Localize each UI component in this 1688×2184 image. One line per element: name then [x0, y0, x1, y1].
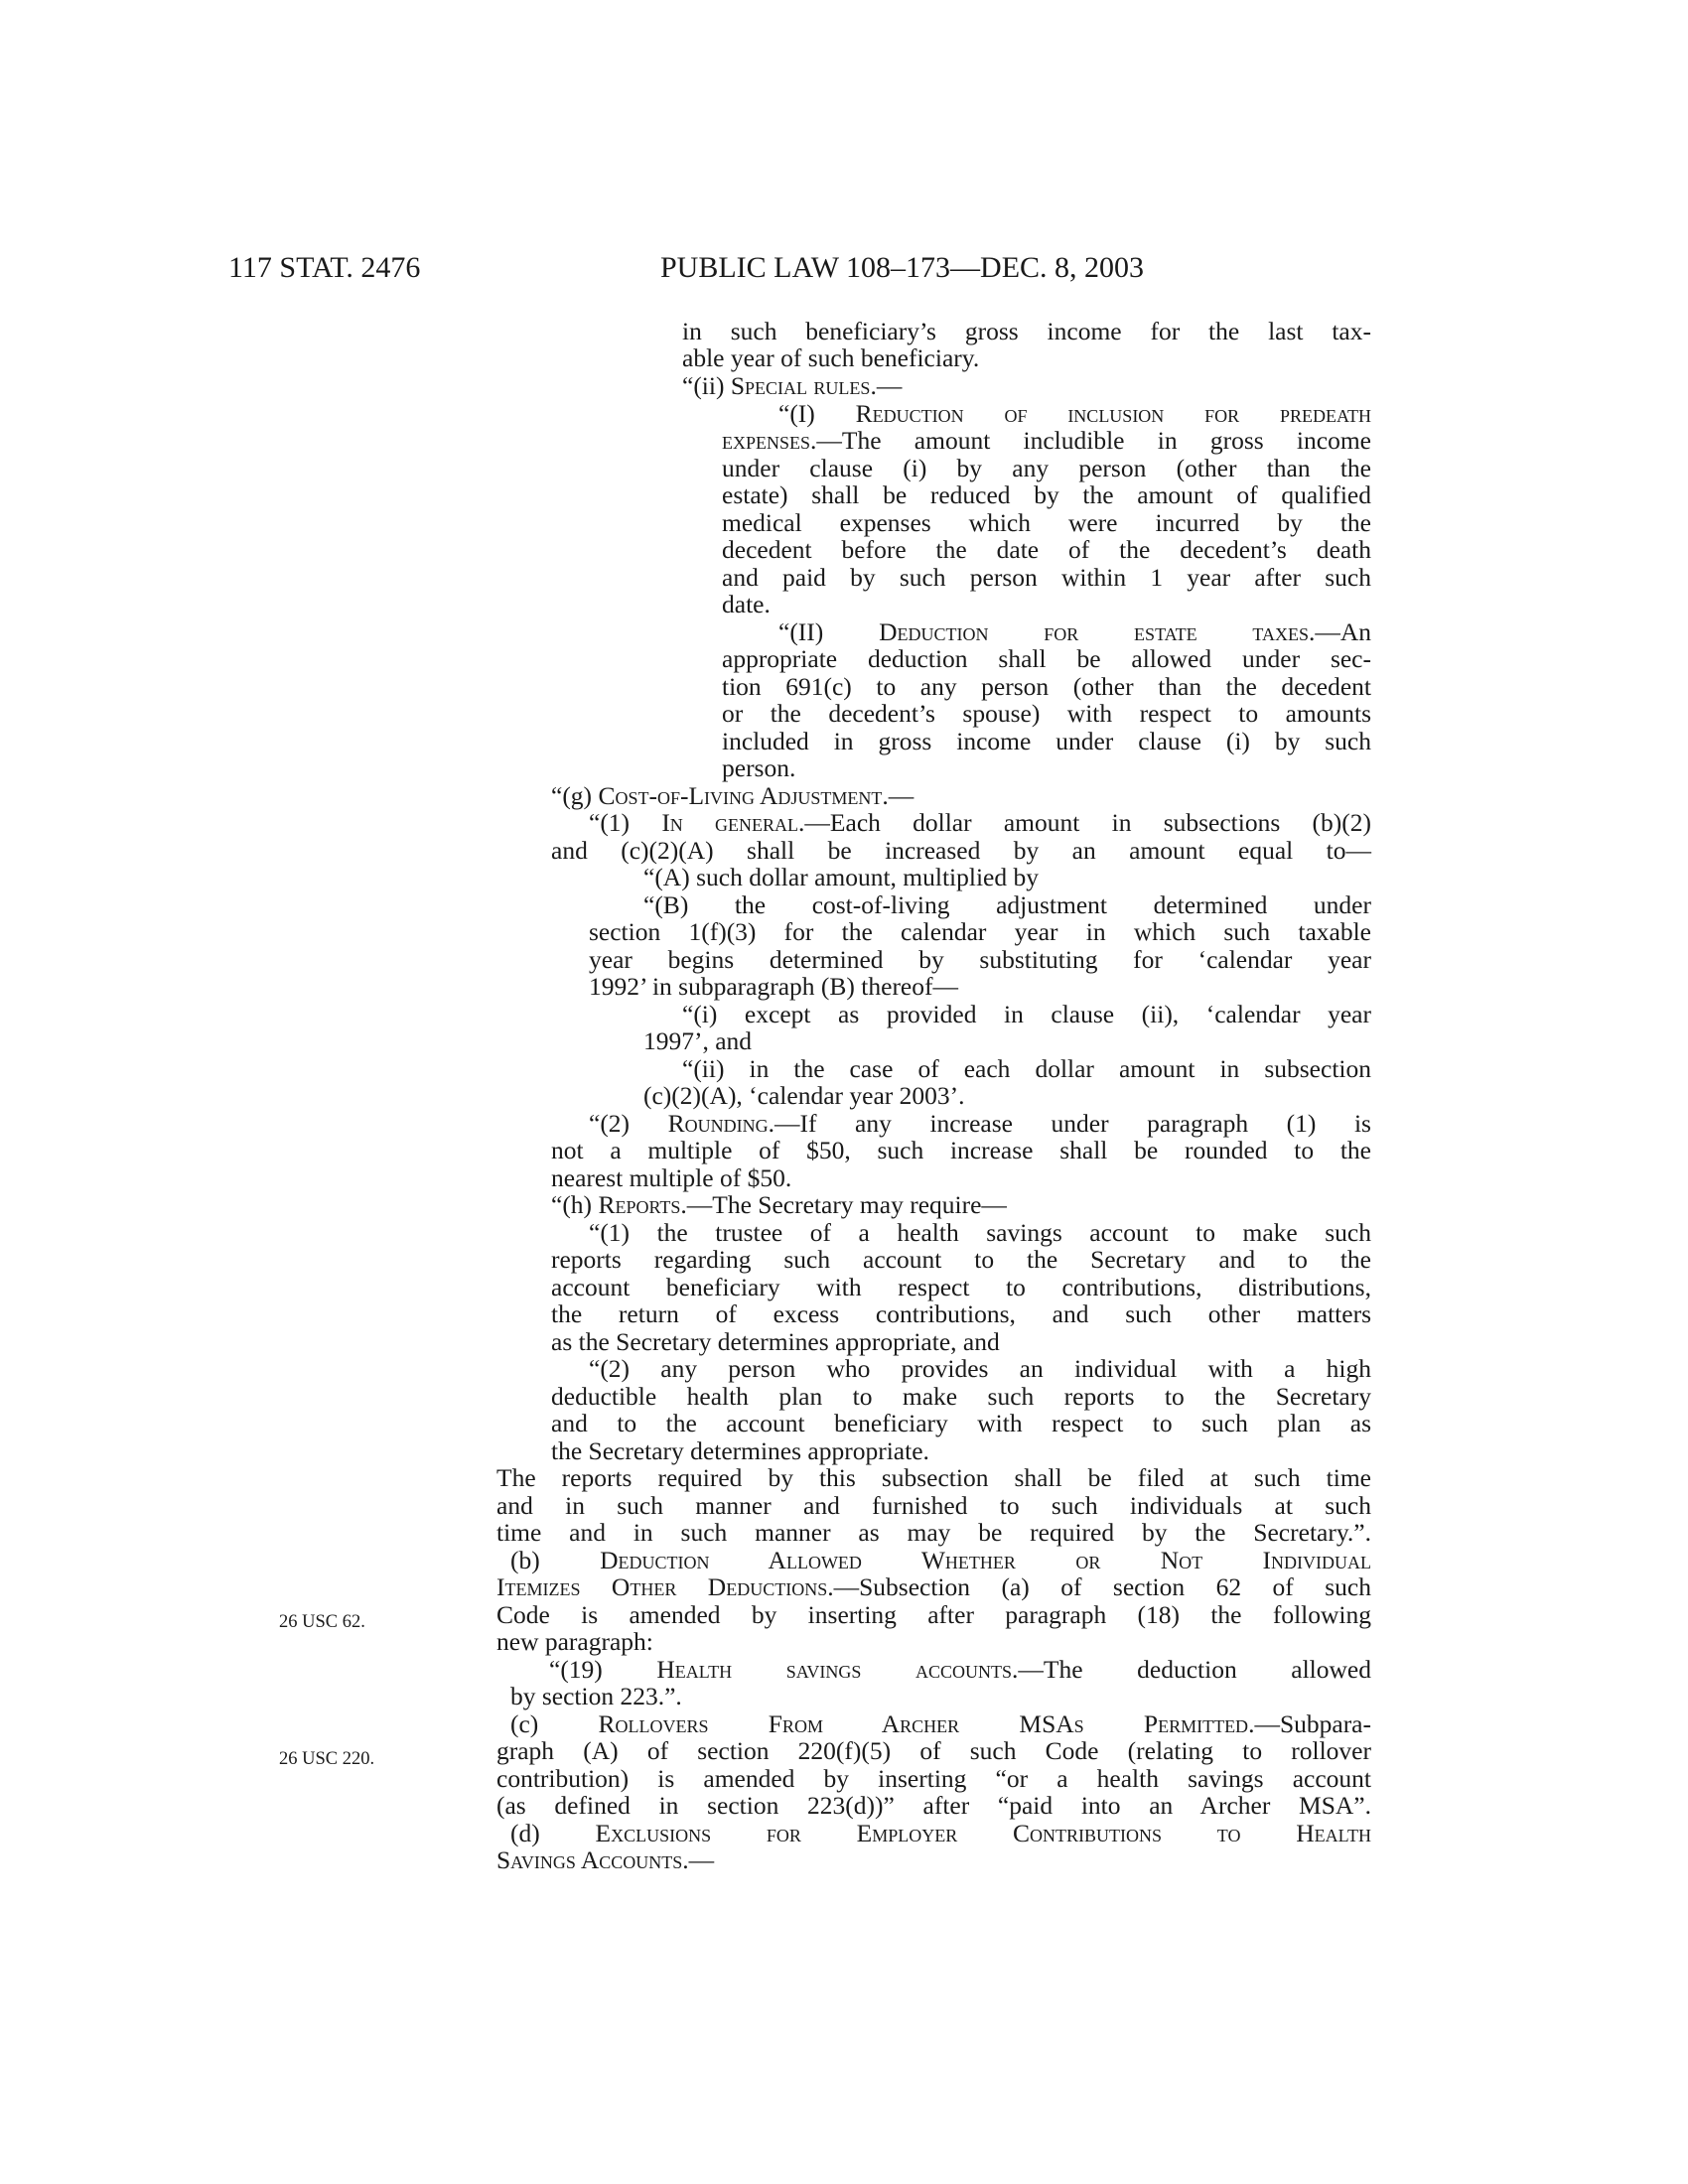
- heading-dash: .—: [870, 371, 903, 400]
- text-run: .—The Secretary may require—: [680, 1190, 1007, 1219]
- text-line: person.: [722, 753, 796, 782]
- text-line: decedent before the date of the decedent’s death: [722, 535, 1371, 564]
- subclause-title: Reduction of inclusion for predeath: [855, 399, 1371, 428]
- text-line: “(B) the cost-of-living adjustment determined under: [643, 890, 1371, 919]
- subclause-number: “(I): [778, 399, 856, 428]
- subsection-heading: [551, 1191, 1007, 1219]
- text-line: under clause (i) by any person (other than the: [722, 454, 1371, 482]
- subsection-title: Cost-of-Living Adjustment: [598, 781, 883, 810]
- subsection-heading: [510, 1820, 1371, 1847]
- text-line: estate) shall be reduced by the amount of qualified: [722, 480, 1371, 509]
- text-line: The reports required by this subsection shall be filed at such time: [496, 1463, 1371, 1492]
- clause-number: “(ii): [682, 371, 731, 400]
- text-run: .—Subsection (a) of section 62 of such: [827, 1572, 1371, 1601]
- paragraph-number: “(19): [549, 1655, 657, 1684]
- text-line: nearest multiple of $50.: [551, 1163, 792, 1192]
- subsection-number: (d): [510, 1819, 596, 1847]
- text-line: 1997’, and: [643, 1026, 753, 1055]
- subsection-title: Deduction Allowed Whether or Not Individual: [600, 1546, 1371, 1574]
- text-line: not a multiple of $50, such increase shall be rounded to the: [551, 1136, 1371, 1164]
- text-line: “(1) the trustee of a health savings account to make such: [589, 1218, 1371, 1247]
- public-law-title: PUBLIC LAW 108–173—DEC. 8, 2003: [660, 251, 1145, 284]
- text-line: date.: [722, 590, 771, 618]
- subclause-title-cont: expenses: [722, 426, 811, 455]
- text-line: account beneficiary with respect to contributions, distributions,: [551, 1273, 1371, 1301]
- text-line: or the decedent’s spouse) with respect to amounts: [722, 699, 1371, 728]
- text-line: graph (A) of section 220(f)(5) of such Code (relating to rollover: [496, 1736, 1371, 1765]
- text-line: and (c)(2)(A) shall be increased by an amount equal to—: [551, 836, 1371, 865]
- text-line: year begins determined by substituting for ‘calendar year: [589, 945, 1371, 974]
- paragraph-title: In general: [661, 808, 799, 837]
- subsection-title-cont: Itemizes Other Deductions: [496, 1572, 828, 1601]
- text-line: “(i) except as provided in clause (ii), ‘calendar year: [682, 1000, 1371, 1028]
- text-line: the Secretary determines appropriate.: [551, 1436, 929, 1465]
- subclause-title: Deduction for estate taxes: [879, 617, 1309, 646]
- text-line: contribution) is amended by inserting “or a health savings account: [496, 1764, 1371, 1793]
- text-line: deductible health plan to make such reports to the Secretary: [551, 1382, 1371, 1411]
- text-run: .—Each dollar amount in subsections (b)(2): [798, 808, 1371, 837]
- text-line: new paragraph:: [496, 1627, 653, 1656]
- text-line: in such beneficiary’s gross income for the last tax-: [682, 317, 1371, 345]
- text-line: [496, 1573, 1371, 1601]
- paragraph-number: “(1): [589, 808, 662, 837]
- subsection-number: (b): [510, 1546, 601, 1574]
- subsection-number: “(h): [551, 1190, 599, 1219]
- clause-heading: [682, 372, 902, 400]
- subclause-number: “(II): [778, 617, 880, 646]
- clause-title: Special rules: [730, 371, 871, 400]
- text-run: .—If any increase under paragraph (1) is: [768, 1109, 1371, 1138]
- text-run: .—The deduction allowed: [1012, 1655, 1372, 1684]
- paragraph-number: “(2): [589, 1109, 668, 1138]
- subsection-heading: [510, 1710, 1371, 1738]
- margin-note-26-usc-220: 26 USC 220.: [279, 1749, 375, 1769]
- text-line: as the Secretary determines appropriate, and: [551, 1327, 1000, 1356]
- subsection-heading: [510, 1547, 1371, 1574]
- text-line: and in such manner and furnished to such individuals at such: [496, 1491, 1371, 1520]
- text-line: “(A) such dollar amount, multiplied by: [643, 863, 1040, 891]
- subsection-title: Rollovers From Archer MSAs Permitted: [598, 1709, 1249, 1738]
- text-line: able year of such beneficiary.: [682, 343, 980, 372]
- paragraph-heading: [549, 1656, 1371, 1684]
- text-run: .—Subpara-: [1248, 1709, 1371, 1738]
- subsection-title-cont: Savings Accounts: [496, 1845, 683, 1874]
- subsection-title: Reports: [598, 1190, 681, 1219]
- subclause-heading: [778, 618, 1371, 646]
- text-line: and paid by such person within 1 year after such: [722, 563, 1371, 592]
- subsection-heading: [551, 782, 914, 810]
- subclause-heading: [778, 400, 1371, 428]
- heading-dash: .—: [882, 781, 914, 810]
- subsection-number: “(g): [551, 781, 599, 810]
- text-line: (c)(2)(A), ‘calendar year 2003’.: [643, 1081, 965, 1110]
- text-line: section 1(f)(3) for the calendar year in which such taxable: [589, 917, 1371, 946]
- statute-page-reference: 117 STAT. 2476: [228, 251, 421, 284]
- margin-note-26-usc-62: 26 USC 62.: [279, 1612, 365, 1632]
- text-line: (as defined in section 223(d))” after “paid into an Archer MSA”.: [496, 1791, 1371, 1820]
- subsection-number: (c): [510, 1709, 599, 1738]
- text-run: .—The amount includible in gross income: [810, 426, 1371, 455]
- text-line: time and in such manner as may be required by the Secretary.”.: [496, 1518, 1371, 1547]
- paragraph-heading: [589, 809, 1371, 837]
- text-line: tion 691(c) to any person (other than the decedent: [722, 672, 1371, 701]
- text-line: [722, 427, 1371, 455]
- text-line: included in gross income under clause (i) by such: [722, 727, 1371, 755]
- text-line: the return of excess contributions, and such other matters: [551, 1299, 1371, 1328]
- subsection-title: Exclusions for Employer Contributions to Health: [595, 1819, 1371, 1847]
- text-line: “(2) any person who provides an individual with a high: [589, 1354, 1371, 1383]
- text-line: “(ii) in the case of each dollar amount in subsection: [682, 1054, 1371, 1083]
- text-line: reports regarding such account to the Secretary and to the: [551, 1245, 1371, 1274]
- text-line: Code is amended by inserting after paragraph (18) the following: [496, 1600, 1371, 1629]
- text-line: medical expenses which were incurred by the: [722, 508, 1371, 537]
- paragraph-title: Health savings accounts: [656, 1655, 1013, 1684]
- text-line: and to the account beneficiary with respect to such plan as: [551, 1409, 1371, 1437]
- paragraph-title: Rounding: [667, 1109, 769, 1138]
- text-line: by section 223.”.: [510, 1682, 682, 1710]
- text-run: .—An: [1308, 617, 1371, 646]
- heading-dash: .—: [682, 1845, 715, 1874]
- text-line: appropriate deduction shall be allowed under sec-: [722, 644, 1371, 673]
- paragraph-heading: [589, 1110, 1371, 1138]
- text-line: [496, 1846, 714, 1874]
- text-line: 1992’ in subparagraph (B) thereof—: [589, 972, 958, 1001]
